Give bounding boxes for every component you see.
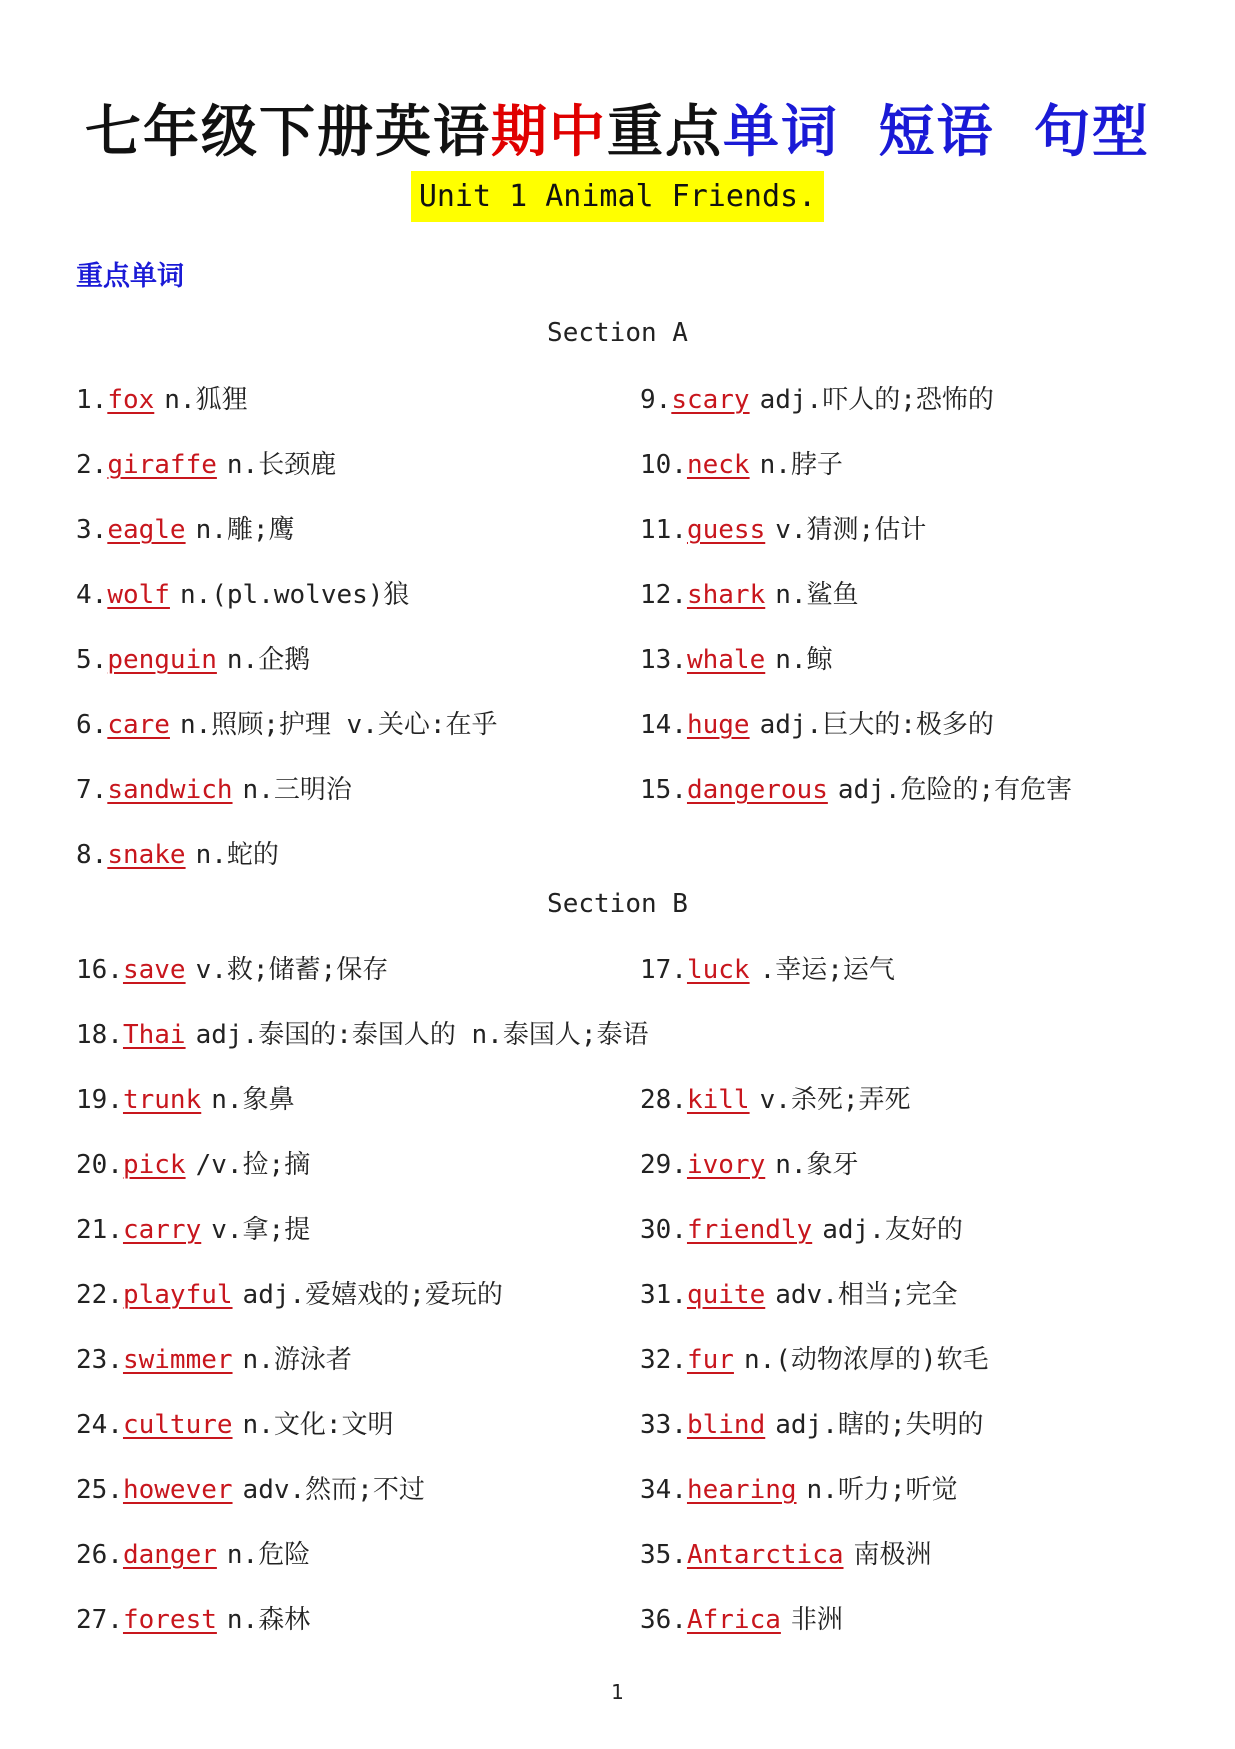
vocab-word: penguin: [107, 645, 217, 675]
vocab-word: huge: [686, 710, 750, 740]
list-item: 21.carry v.拿;提: [76, 1215, 311, 1245]
list-item: 32.fur n.(动物浓厚的)软毛: [640, 1345, 989, 1375]
vocab-word: snake: [107, 840, 186, 870]
list-item: 11.guess v.猜测;估计: [640, 515, 927, 545]
list-item: 18.Thai adj.泰国的:泰国人的 n.泰国人;泰语: [76, 1020, 649, 1050]
list-item: 6.care n.照顾;护理 v.关心:在乎: [76, 710, 498, 740]
list-item: 36.Africa 非洲: [640, 1605, 843, 1635]
list-item: 8.snake n.蛇的: [76, 840, 279, 870]
list-item: 4.wolf n.(pl.wolves)狼: [76, 580, 410, 610]
list-item: 14.huge adj.巨大的:极多的: [640, 710, 994, 740]
list-item: 26.danger n.危险: [76, 1540, 311, 1570]
vocab-word: dangerous: [686, 775, 828, 805]
list-item: 2.giraffe n.长颈鹿: [76, 450, 337, 480]
list-item: 28.kill v.杀死;弄死: [640, 1085, 911, 1115]
vocab-word: wolf: [107, 580, 170, 610]
list-item: 16.save v.救;储蓄;保存: [76, 955, 389, 985]
vocab-word: giraffe: [107, 450, 217, 480]
list-item: 10.neck n.脖子: [640, 450, 843, 480]
vocab-word: pick: [122, 1150, 186, 1180]
list-item: 19.trunk n.象鼻: [76, 1085, 295, 1115]
list-item: 25.however adv.然而;不过: [76, 1475, 425, 1505]
vocab-word: Antarctica: [686, 1540, 844, 1570]
vocab-word: shark: [686, 580, 766, 610]
vocab-word: eagle: [107, 515, 186, 545]
list-item: 12.shark n.鲨鱼: [640, 580, 859, 610]
vocab-word: Thai: [122, 1020, 186, 1050]
title-part-grade: 七年级下册英语: [85, 100, 491, 165]
list-item: 27.forest n.森林: [76, 1605, 311, 1635]
vocab-word: hearing: [686, 1475, 797, 1505]
list-item: 33.blind adj.瞎的;失明的: [640, 1410, 984, 1440]
list-item: 7.sandwich n.三明治: [76, 775, 352, 805]
vocab-word: fur: [686, 1345, 734, 1375]
list-item: 13.whale n.鲸: [640, 645, 833, 675]
list-item: 30.friendly adj.友好的: [640, 1215, 963, 1245]
list-item: 3.eagle n.雕;鹰: [76, 515, 295, 545]
section-b-title: Section B: [547, 889, 688, 919]
list-item: 15.dangerous adj.危险的;有危害: [640, 775, 1073, 805]
vocab-word: however: [122, 1475, 233, 1505]
vocab-word: quite: [686, 1280, 766, 1310]
list-item: 35.Antarctica 南极洲: [640, 1540, 932, 1570]
vocab-word: guess: [686, 515, 766, 545]
section-a-title: Section A: [547, 318, 688, 348]
vocab-word: luck: [686, 955, 750, 985]
list-item: 23.swimmer n.游泳者: [76, 1345, 352, 1375]
list-item: 34.hearing n.听力;听觉: [640, 1475, 958, 1505]
vocab-word: blind: [686, 1410, 766, 1440]
title-part-midterm: 期中: [491, 100, 607, 165]
vocab-word: culture: [122, 1410, 233, 1440]
vocab-word: Africa: [686, 1605, 781, 1635]
vocab-word: sandwich: [107, 775, 233, 805]
vocab-word: neck: [686, 450, 750, 480]
vocab-word: danger: [122, 1540, 217, 1570]
vocab-word: swimmer: [122, 1345, 233, 1375]
vocab-word: trunk: [122, 1085, 202, 1115]
list-item: 29.ivory n.象牙: [640, 1150, 859, 1180]
vocab-word: whale: [686, 645, 766, 675]
list-item: 31.quite adv.相当;完全: [640, 1280, 958, 1310]
unit-heading: Unit 1 Animal Friends.: [411, 171, 824, 222]
list-item: 20.pick /v.捡;摘: [76, 1150, 311, 1180]
title-part-key: 重点: [607, 100, 723, 165]
vocab-word: carry: [122, 1215, 202, 1245]
page-number: 1: [611, 1680, 624, 1704]
vocab-word: kill: [686, 1085, 750, 1115]
unit-heading-wrap: [0, 171, 1235, 222]
list-item: 9.scary adj.吓人的;恐怖的: [640, 385, 994, 415]
vocab-word: friendly: [686, 1215, 813, 1245]
key-words-label: 重点单词: [76, 261, 184, 292]
vocab-word: save: [122, 955, 186, 985]
vocab-word: care: [107, 710, 170, 740]
list-item: 1.fox n.狐狸: [76, 385, 248, 415]
list-item: 24.culture n.文化:文明: [76, 1410, 394, 1440]
vocab-word: playful: [122, 1280, 233, 1310]
list-item: 5.penguin n.企鹅: [76, 645, 311, 675]
title-part-words: 单词 短语 句型: [723, 100, 1150, 165]
list-item: 17.luck .幸运;运气: [640, 955, 895, 985]
vocab-word: forest: [122, 1605, 217, 1635]
vocab-word: ivory: [686, 1150, 766, 1180]
list-item: 22.playful adj.爱嬉戏的;爱玩的: [76, 1280, 503, 1310]
vocab-word: fox: [107, 385, 155, 415]
page-title: [0, 88, 1235, 168]
vocab-word: scary: [671, 385, 750, 415]
